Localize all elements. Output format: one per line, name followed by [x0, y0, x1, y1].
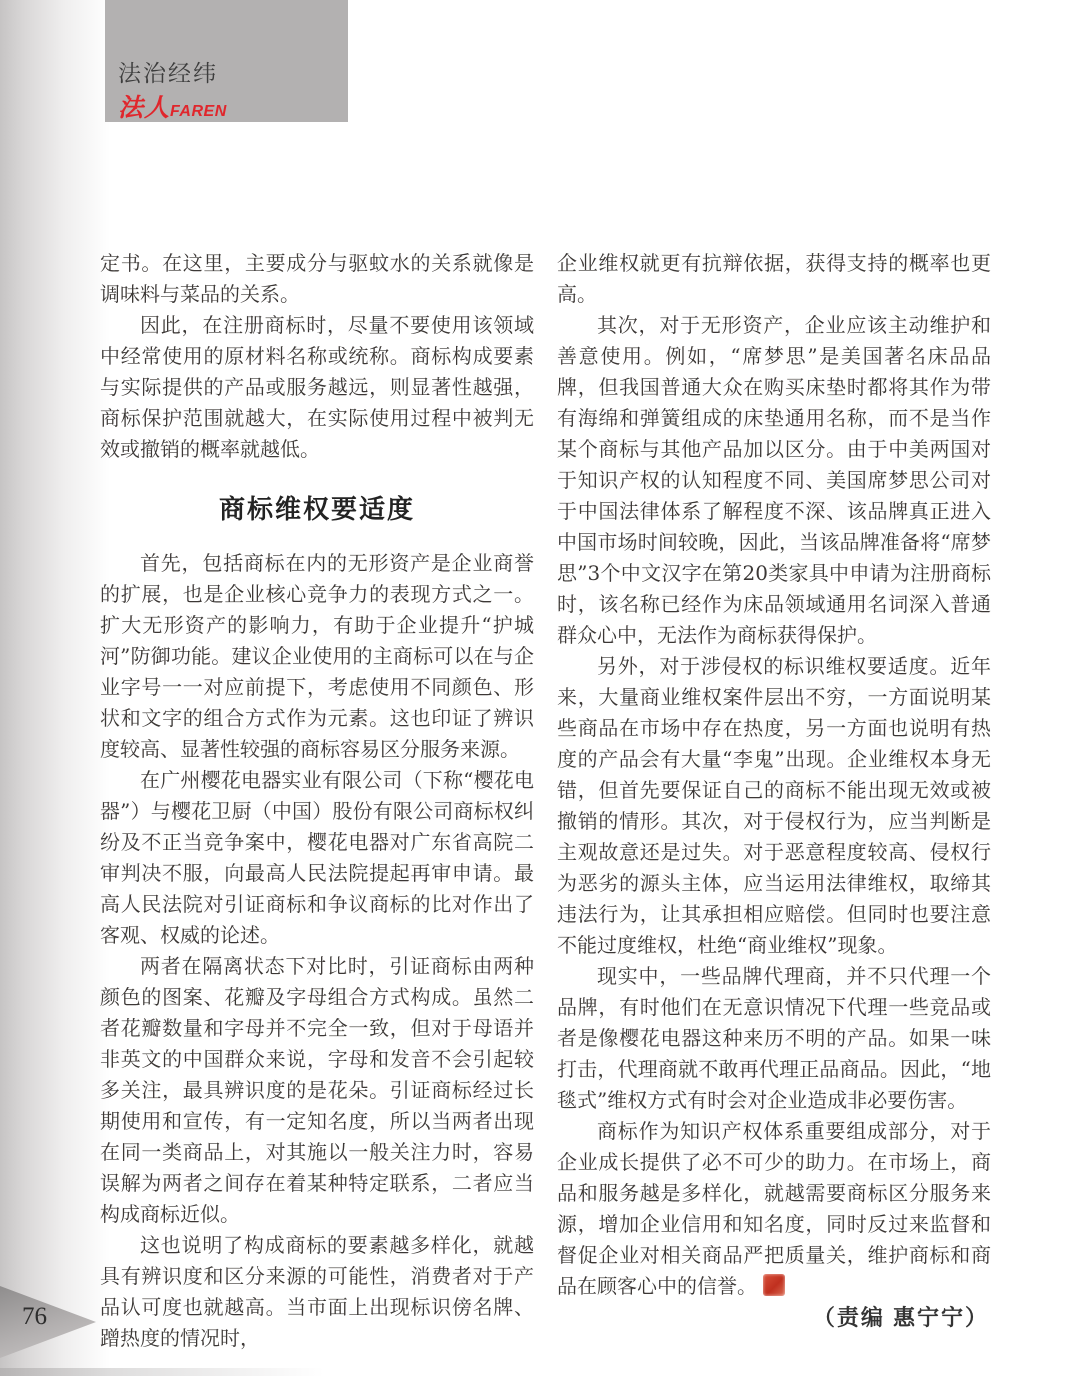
paragraph-continuation: 定书。在这里，主要成分与驱蚊水的关系就像是调味料与菜品的关系。 [100, 251, 534, 306]
page-edge-shadow [0, 0, 110, 1376]
left-column [100, 248, 534, 1354]
paragraph: 首先，包括商标在内的无形资产是企业商誉的扩展，也是企业核心竞争力的表现方式之一。扩大无形资产的影响力，有助于企业提升“护城河”防御功能。建议企业使用的主商标可以在与企业字号一一对应前提下，考虑使用不同颜色、形状和文字的组合方式作为元素。这也印证了辨识度较高、显著性较强的商标容易区分服务来源。 [100, 551, 534, 761]
paragraph-text: 商标作为知识产权体系重要组成部分，对于企业成长提供了必不可少的助力。在市场上，商品和服务越是多样化，就越需要商标区分服务来源，增加企业信用和知名度，同时反过来监督和督促企业对相关商品严把质量关，维护商标和商品在顾客心中的信誉。 [557, 1119, 991, 1298]
paragraph: 因此，在注册商标时，尽量不要使用该领域中经常使用的原材料名称或统称。商标构成要素与实际提供的产品或服务越远，则显著性越强，商标保护范围就越大，在实际使用过程中被判无效或撤销的概率就越低。 [100, 313, 534, 461]
magazine-logo-en: FAREN [170, 103, 227, 120]
section-header [105, 0, 348, 122]
paragraph: 两者在隔离状态下对比时，引证商标由两种颜色的图案、花瓣及字母组合方式构成。虽然二者花瓣数量和字母并不完全一致，但对于母语并非英文的中国群众来说，字母和发音不会引起较多关注，最具辨识度的是花朵。引证商标经过长期使用和宣传，有一定知名度，所以当两者出现在同一类商品上，对其施以一般关注力时，容易误解为两者之间存在着某种特定联系，二者应当构成商标近似。 [100, 954, 534, 1226]
page-bottom-shadow [0, 1368, 1080, 1376]
paragraph: 这也说明了构成商标的要素越多样化，就越具有辨识度和区分来源的可能性，消费者对于产品认可度也就越高。当市面上出现标识傍名牌、蹭热度的情况时， [100, 1233, 534, 1350]
editor-credit: （责编 惠宁宁） [812, 1305, 989, 1330]
article-subheading: 商标维权要适度 [218, 494, 415, 524]
paragraph-continuation: 企业维权就更有抗辩依据，获得支持的概率也更高。 [557, 251, 991, 306]
paragraph: 在广州樱花电器实业有限公司（下称“樱花电器”）与樱花卫厨（中国）股份有限公司商标权纠纷及不正当竞争案中，樱花电器对广东省高院二审判决不服，向最高人民法院提起再审申请。最高人民法院对引证商标和争议商标的比对作出了客观、权威的论述。 [100, 768, 534, 947]
paragraph: 现实中，一些品牌代理商，并不只代理一个品牌，有时他们在无意识情况下代理一些竞品或者是像樱花电器这种来历不明的产品。如果一味打击，代理商就不敢再代理正品商品。因此，“地毯式”维权方式有时会对企业造成非必要伤害。 [557, 964, 991, 1112]
paragraph: 其次，对于无形资产，企业应该主动维护和善意使用。例如，“席梦思”是美国著名床品品牌，但我国普通大众在购买床垫时都将其作为带有海绵和弹簧组成的床垫通用名称，而不是当作某个商标与其他产品加以区分。由于中美两国对于知识产权的认知程度不同、美国席梦思公司对于中国法律体系了解程度不深、该品牌真正进入中国市场时间较晚，因此，当该品牌准备将“席梦思”3个中文汉字在第20类家具中申请为注册商标时，该名称已经作为床品领域通用名词深入普通群众心中，无法作为商标获得保护。 [557, 313, 991, 647]
paragraph-with-seal [557, 1116, 991, 1302]
right-column [557, 248, 991, 1333]
paragraph: 另外，对于涉侵权的标识维权要适度。近年来，大量商业维权案件层出不穷，一方面说明某些商品在市场中存在热度，另一方面也说明有热度的产品会有大量“李鬼”出现。企业维权本身无错，但首先要保证自己的商标不能出现无效或被撤销的情形。其次，对于侵权行为，应当判断是主观故意还是过失。对于恶意程度较高、侵权行为恶劣的源头主体，应当运用法律维权，取缔其违法行为，让其承担相应赔偿。但同时也要注意不能过度维权，杜绝“商业维权”现象。 [557, 654, 991, 957]
seal-icon [763, 1274, 785, 1296]
page-number: 76 [22, 1303, 47, 1330]
magazine-logo-cn: 法人 [118, 94, 171, 122]
section-title: 法治经纬 [118, 60, 218, 86]
magazine-logo [118, 88, 227, 124]
